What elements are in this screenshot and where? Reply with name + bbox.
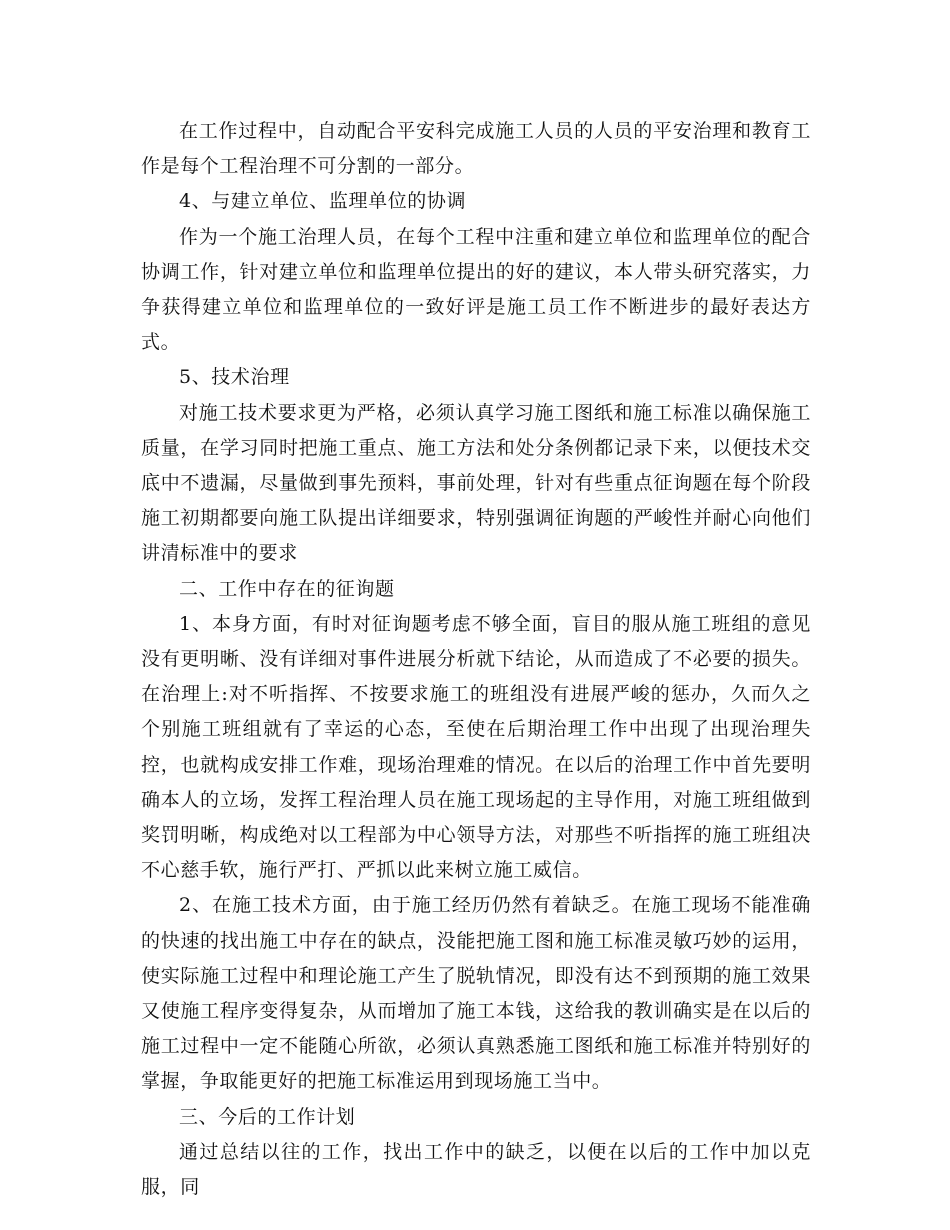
paragraph-technical-management: 对施工技术要求更为严格，必须认真学习施工图纸和施工标准以确保施工质量，在学习同时把施工重点、施工方法和处分条例都记录下来，以便技术交底中不遗漏，尽量做到事先预料，事前处理，针对有些重点征询题在每个阶段施工初期都要向施工队提出详细要求，特别强调征询题的严峻性并耐心向他们讲清标准中的要求 xyxy=(141,401,811,565)
document-body xyxy=(141,114,811,1205)
paragraph-safety-cooperation: 在工作过程中，自动配合平安科完成施工人员的人员的平安治理和教育工作是每个工程治理不可分割的一部分。 xyxy=(141,120,811,178)
paragraph-problem-technical: 2、在施工技术方面，由于施工经历仍然有着缺乏。在施工现场不能准确的快速的找出施工中存在的缺点，没能把施工图和施工标准灵敏巧妙的运用，使实际施工过程中和理论施工产生了脱轨情况，即没有达不到预期的施工效果又使施工程序变得复杂，从而增加了施工本钱，这给我的教训确实是在以后的施工过程中一定不能随心所欲，必须认真熟悉施工图纸和施工标准并特别好的掌握，争取能更好的把施工标准运用到现场施工当中。 xyxy=(141,894,811,1093)
section-heading-existing-problems: 二、工作中存在的征询题 xyxy=(179,577,395,600)
paragraph-problem-self: 1、本身方面，有时对征询题考虑不够全面，盲目的服从施工班组的意见没有更明晰、没有详细对事件进展分析就下结论，从而造成了不必要的损失。在治理上:对不听指挥、不按要求施工的班组没有进展严峻的惩办，久而久之个别施工班组就有了幸运的心态，至使在后期治理工作中出现了出现治理失控，也就构成安排工作难，现场治理难的情况。在以后的治理工作中首先要明确本人的立场，发挥工程治理人员在施工现场起的主导作用，对施工班组做到奖罚明晰，构成绝对以工程部为中心领导方法，对那些不听指挥的施工班组决不心慈手软，施行严打、严抓以此来树立施工威信。 xyxy=(141,612,811,882)
section-heading-future-plan: 三、今后的工作计划 xyxy=(179,1105,356,1128)
paragraph-coordination: 作为一个施工治理人员，在每个工程中注重和建立单位和监理单位的配合协调工作，针对建立单位和监理单位提出的好的建议，本人带头研究落实，力争获得建立单位和监理单位的一致好评是施工员工作不断进步的最好表达方式。 xyxy=(141,225,811,354)
paragraph-future-plan: 通过总结以往的工作，找出工作中的缺乏，以便在以后的工作中加以克服，同 xyxy=(141,1140,811,1199)
section-heading-coordination: 4、与建立单位、监理单位的协调 xyxy=(179,190,467,213)
section-heading-technical-management: 5、技术治理 xyxy=(179,366,290,389)
